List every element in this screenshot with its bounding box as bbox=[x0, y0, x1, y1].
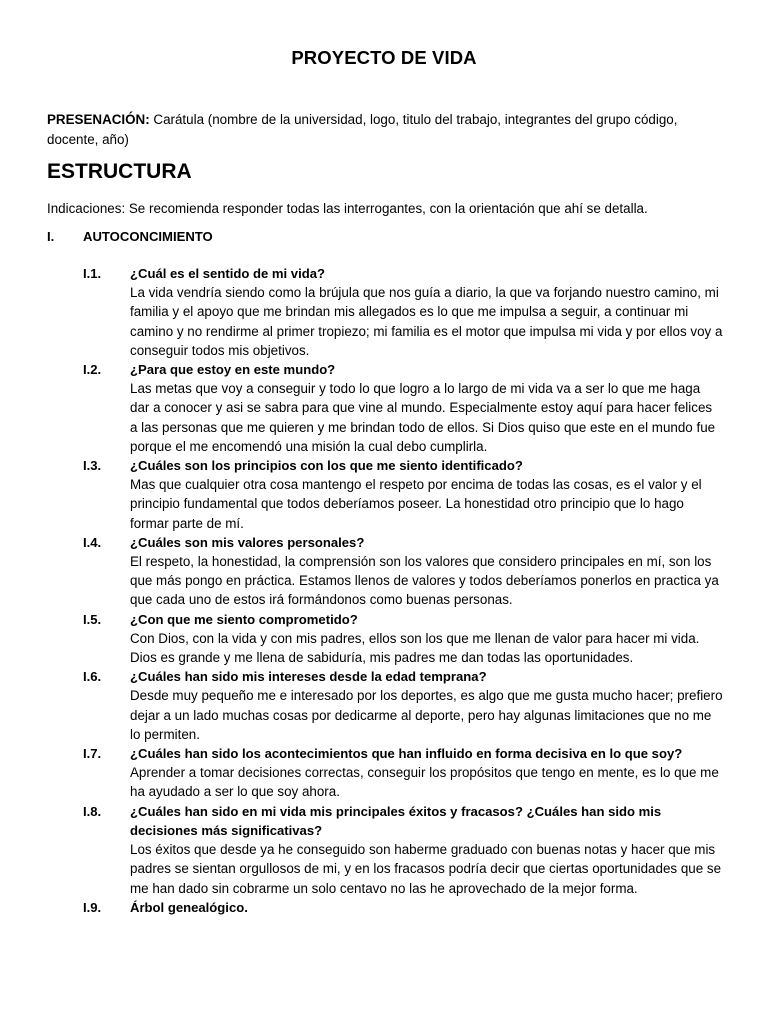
question-item bbox=[83, 744, 723, 802]
presentation-label: PRESENACIÓN: bbox=[47, 112, 150, 127]
answer-text: Los éxitos que desde ya he conseguido son haberme graduado con buenas notas y hacer que mis padres se sientan orgullosos de mi, y en los fracasos podría decir que ciertas oportunidades que se me han dado sin cobrarme un solo centavo no las he aprovechado de la mejor forma. bbox=[130, 842, 722, 896]
question-item bbox=[83, 610, 723, 668]
question-text: ¿Cuáles han sido en mi vida mis principales éxitos y fracasos? ¿Cuáles han sido mis decisiones más significativas? bbox=[130, 803, 662, 838]
question-number: I.4. bbox=[83, 534, 102, 550]
question-content bbox=[130, 898, 723, 917]
answer-text: El respeto, la honestidad, la comprensión son los valores que considero principales en mí, son los que más pongo en práctica. Estamos llenos de valores y todos deberíamos ponerlos en practica ya que cada uno de estos irá formándonos como buenas personas. bbox=[130, 554, 719, 608]
question-content bbox=[130, 264, 723, 360]
question-text: ¿Cuál es el sentido de mi vida? bbox=[130, 266, 325, 281]
question-text: ¿Cuáles han sido mis intereses desde la edad temprana? bbox=[130, 669, 487, 685]
answer-text: Aprender a tomar decisiones correctas, conseguir los propósitos que tengo en mente, es lo que me ha ayudado a ser lo que soy ahora. bbox=[130, 765, 719, 800]
question-text: ¿Para que estoy en este mundo? bbox=[130, 362, 336, 378]
question-content bbox=[130, 456, 723, 533]
question-content bbox=[130, 533, 723, 610]
question-number: I.8. bbox=[83, 803, 102, 819]
question-number: I.3. bbox=[83, 458, 102, 474]
question-number: I.5. bbox=[83, 611, 102, 627]
presentation-paragraph bbox=[47, 110, 727, 150]
presentation-text: Carátula (nombre de la universidad, logo, titulo del trabajo, integrantes del grupo código, docente, año) bbox=[47, 112, 678, 147]
question-text: ¿Cuáles son los principios con los que me siento identificado? bbox=[130, 458, 523, 474]
answer-text: Con Dios, con la vida y con mis padres, ellos son los que me llenan de valor para hacer mi vida. Dios es grande y me llena de sabiduría, mis padres me dan todas las oportunidades. bbox=[130, 630, 700, 666]
answer-text: Desde muy pequeño me e interesado por los deportes, es algo que me gusta mucho hacer; prefiero dejar a un lado muchas cosas por dedicarme al deporte, pero hay algunas limitaciones que no me lo permiten. bbox=[130, 688, 723, 742]
question-number: I.7. bbox=[83, 746, 102, 762]
question-list bbox=[83, 264, 723, 917]
answer-text: La vida vendría siendo como la brújula que nos guía a diario, la que va forjando nuestro camino, mi familia y el apoyo que me brindan mis allegados es lo que me impulsa a seguir, a continuar mi camino y no rendirme al primer tropiezo; mi familia es el motor que impulsa mi vida y por ellos voy a conseguir todos mis objetivos. bbox=[130, 285, 723, 358]
question-content bbox=[130, 667, 723, 744]
structure-heading: ESTRUCTURA bbox=[47, 160, 192, 183]
question-content bbox=[130, 802, 723, 898]
document-title: PROYECTO DE VIDA bbox=[291, 47, 477, 68]
question-item bbox=[83, 456, 723, 533]
question-number: I.2. bbox=[83, 362, 102, 378]
answer-text: Mas que cualquier otra cosa mantengo el respeto por encima de todas las cosas, es el valor y el principio fundamental que todos deberíamos poseer. La honestidad otro principio que lo hago formar parte de mí. bbox=[130, 477, 702, 531]
answer-text: Las metas que voy a conseguir y todo lo que logro a lo largo de mi vida va a ser lo que me haga dar a conocer y asi se sabra para que vine al mundo. Especialmente estoy aquí para hacer felices a las personas que me quieren y me brindan todo de ellos. Si Dios quiso que este en el mundo fue porque el me encomendó una misión la cual debo cumplirla. bbox=[130, 381, 716, 454]
question-number: I.6. bbox=[83, 669, 102, 685]
section-heading bbox=[47, 227, 737, 246]
section-number: I. bbox=[47, 229, 55, 244]
question-content bbox=[130, 744, 723, 802]
question-item bbox=[83, 533, 723, 610]
section-title: AUTOCONCIMIENTO bbox=[83, 229, 213, 244]
question-item bbox=[83, 802, 723, 898]
question-text: ¿Cuáles han sido los acontecimientos que han influido en forma decisiva en lo que soy? bbox=[130, 746, 683, 762]
question-text: ¿Con que me siento comprometido? bbox=[130, 611, 358, 627]
question-item bbox=[83, 264, 723, 360]
question-item bbox=[83, 667, 723, 744]
question-content bbox=[130, 360, 723, 456]
question-item bbox=[83, 360, 723, 456]
question-number: I.1. bbox=[83, 266, 102, 281]
question-content bbox=[130, 610, 723, 668]
question-item bbox=[83, 898, 723, 917]
question-number: I.9. bbox=[83, 899, 102, 915]
question-text: Árbol genealógico. bbox=[130, 899, 248, 915]
question-text: ¿Cuáles son mis valores personales? bbox=[130, 534, 365, 550]
instructions-text: Indicaciones: Se recomienda responder todas las interrogantes, con la orientación que ahí se detalla. bbox=[47, 201, 648, 216]
